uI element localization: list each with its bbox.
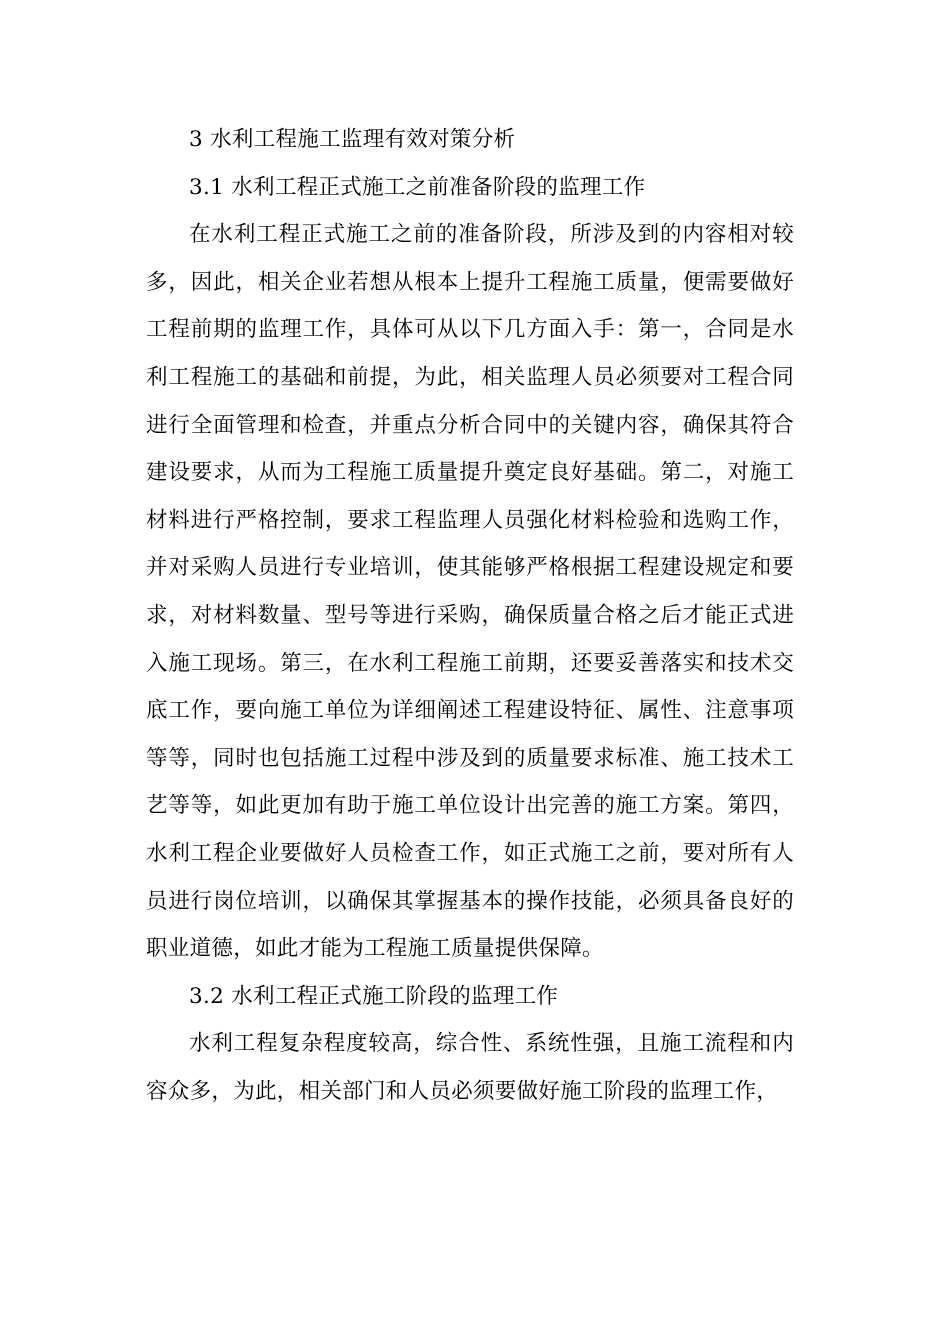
subsection-heading-3-2: 3.2 水利工程正式施工阶段的监理工作 bbox=[189, 983, 559, 1009]
paragraph-3-1: 在水利工程正式施工之前的准备阶段，所涉及到的内容相对较多，因此，相关企业若想从根本上提升工程施工质量，便需要做好工程前期的监理工作，具体可从以下几方面入手：第一，合同是水利工程施工的基础和前提，为此，相关监理人员必须要对工程合同进行全面管理和检查，并重点分析合同中的关键内容，确保其符合建设要求，从而为工程施工质量提升奠定良好基础。第二，对施工材料进行严格控制，要求工程监理人员强化材料检验和选购工作，并对采购人员进行专业培训，使其能够严格根据工程建设规定和要求，对材料数量、型号等进行采购，确保质量合格之后才能正式进入施工现场。第三，在水利工程施工前期，还要妥善落实和技术交底工作，要向施工单位为详细阐述工程建设特征、属性、注意事项等等，同时也包括施工过程中涉及到的质量要求标准、施工技术工艺等等，如此更加有助于施工单位设计出完善的施工方案。第四，水利工程企业要做好人员检查工作，如正式施工之前，要对所有人员进行岗位培训，以确保其掌握基本的操作技能，必须具备良好的职业道德，如此才能为工程施工质量提供保障。 bbox=[146, 222, 794, 962]
paragraph-3-2: 水利工程复杂程度较高，综合性、系统性强，且施工流程和内容众多，为此，相关部门和人员必须要做好施工阶段的监理工作， bbox=[146, 1031, 794, 1104]
subsection-heading-3-1: 3.1 水利工程正式施工之前准备阶段的监理工作 bbox=[189, 174, 646, 200]
document-body bbox=[146, 116, 794, 1115]
section-heading-3: 3 水利工程施工监理有效对策分析 bbox=[189, 127, 516, 152]
